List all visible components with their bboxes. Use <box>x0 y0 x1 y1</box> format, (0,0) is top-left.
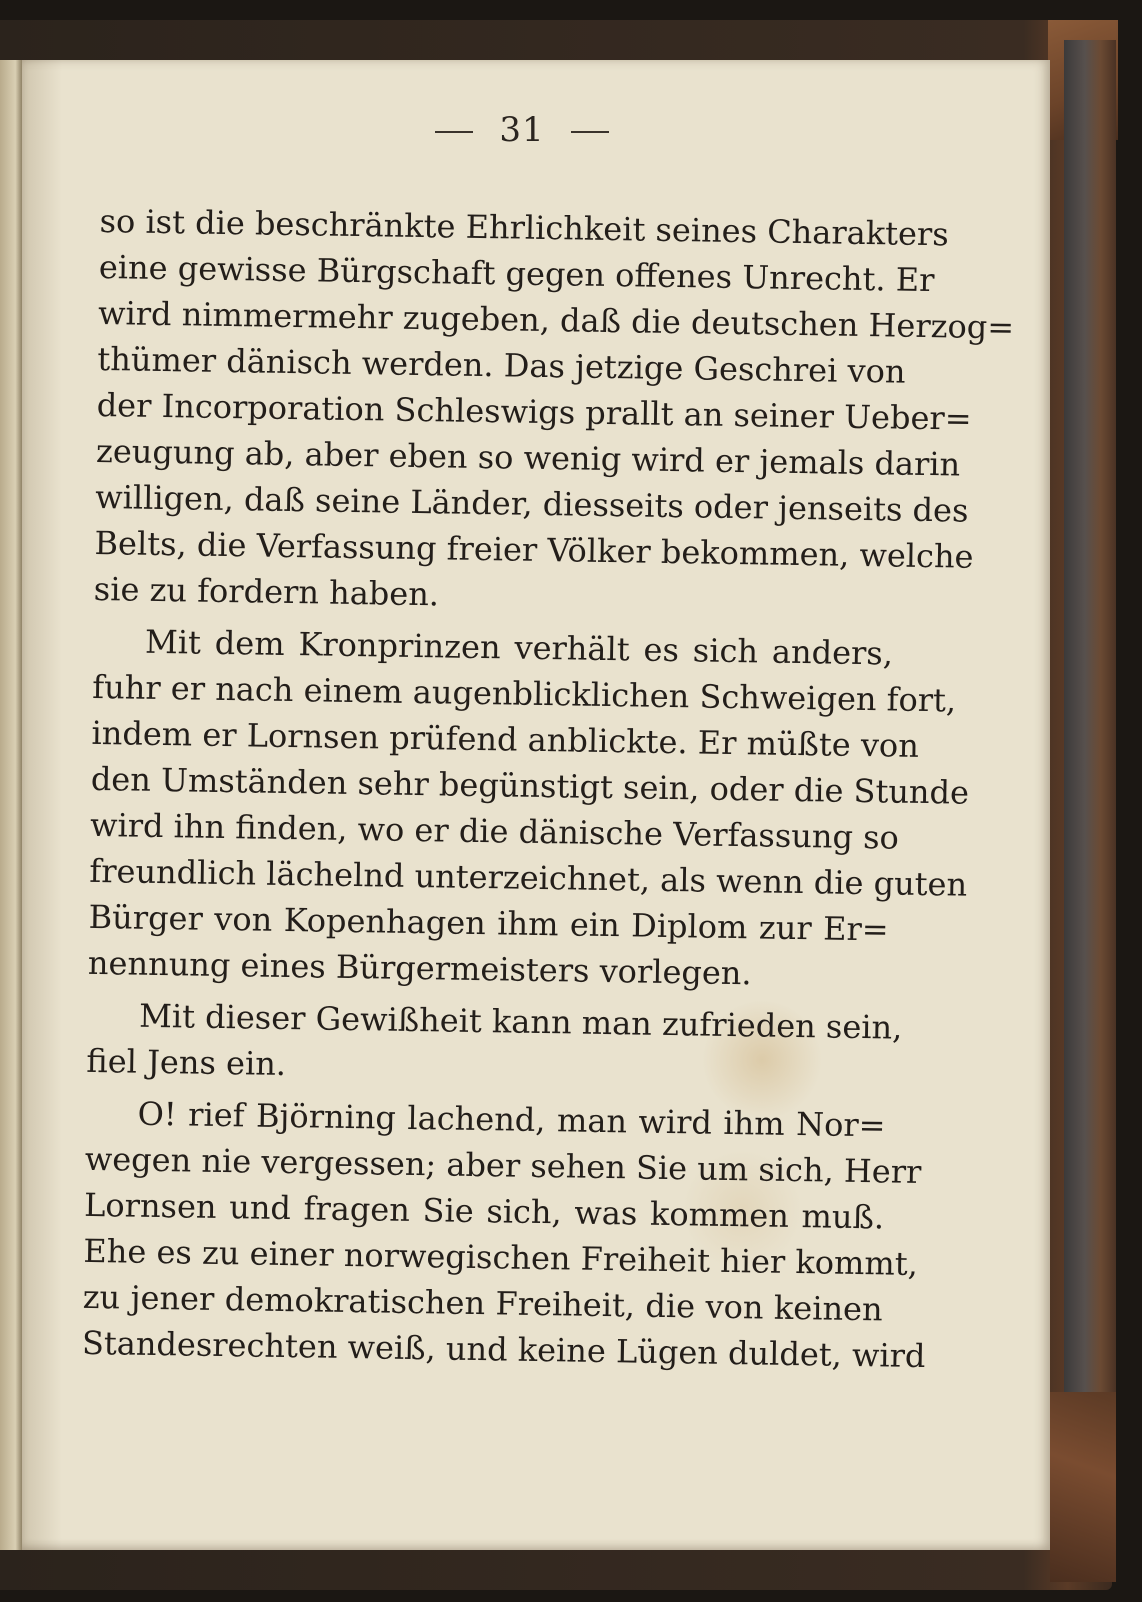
header-dash-left <box>435 131 473 133</box>
text-line: zeugung ab, aber eben so wenig wird er jemals darin <box>95 431 961 484</box>
text-line: thümer dänisch werden. Das jetzige Geschrei von <box>97 339 906 391</box>
body-text <box>81 198 1015 1378</box>
text-line: wegen nie vergessen; aber sehen Sie um sich, Herr <box>84 1139 922 1192</box>
text-line: O! rief Björning lachend, man wird ihm Nor= <box>137 1094 886 1145</box>
text-line: sie zu fordern haben. <box>93 569 440 614</box>
cover-leather-corner-bottom <box>1050 1392 1116 1582</box>
page-number: 31 <box>499 110 545 150</box>
text-line: Mit dieser Gewißheit kann man zufrieden sein, <box>138 996 903 1047</box>
text-line: wird ihn finden, wo er die dänische Verfassung so <box>89 805 900 857</box>
text-line: Mit dem Kronprinzen verhält es sich anders, <box>144 622 894 673</box>
text-line: eine gewisse Bürgschaft gegen offenes Unrecht. Er <box>98 247 935 300</box>
text-line: Standesrechten weiß, und keine Lügen duldet, wird <box>81 1323 926 1376</box>
page-header <box>22 110 1022 150</box>
text-line: den Umständen sehr begünstigt sein, oder die Stunde <box>90 759 970 812</box>
text-line: Ehe es zu einer norwegischen Freiheit hier kommt, <box>83 1231 919 1283</box>
text-line: der Incorporation Schleswigs prallt an seiner Ueber= <box>96 385 972 438</box>
text-line: willigen, daß seine Länder, diesseits oder jenseits des <box>95 477 969 530</box>
text-line: fiel Jens ein. <box>86 1041 287 1084</box>
text-line: Belts, die Verfassung freier Völker bekommen, welche <box>94 523 974 576</box>
book-page <box>22 60 1050 1550</box>
cover-edge <box>1064 40 1116 1560</box>
text-line: zu jener demokratischen Freiheit, die von keinen <box>82 1277 883 1329</box>
text-line: so ist die beschränkte Ehrlichkeit seines Charakters <box>99 201 949 254</box>
text-line: fuhr er nach einem augenblicklichen Schweigen fort, <box>92 667 957 720</box>
text-line: nennung eines Bürgermeisters vorlegen. <box>87 943 752 993</box>
text-line: Lornsen und fragen Sie sich, was kommen muß. <box>83 1185 885 1237</box>
text-line: wird nimmermehr zugeben, daß die deutschen Herzog= <box>97 293 1015 347</box>
text-line: indem er Lornsen prüfend anblickte. Er müßte von <box>91 713 920 765</box>
facing-page-edge <box>0 60 22 1550</box>
header-dash-right <box>571 131 609 133</box>
text-line: Bürger von Kopenhagen ihm ein Diplom zur Er= <box>88 897 889 949</box>
text-line: freundlich lächelnd unterzeichnet, als wenn die guten <box>89 851 968 904</box>
